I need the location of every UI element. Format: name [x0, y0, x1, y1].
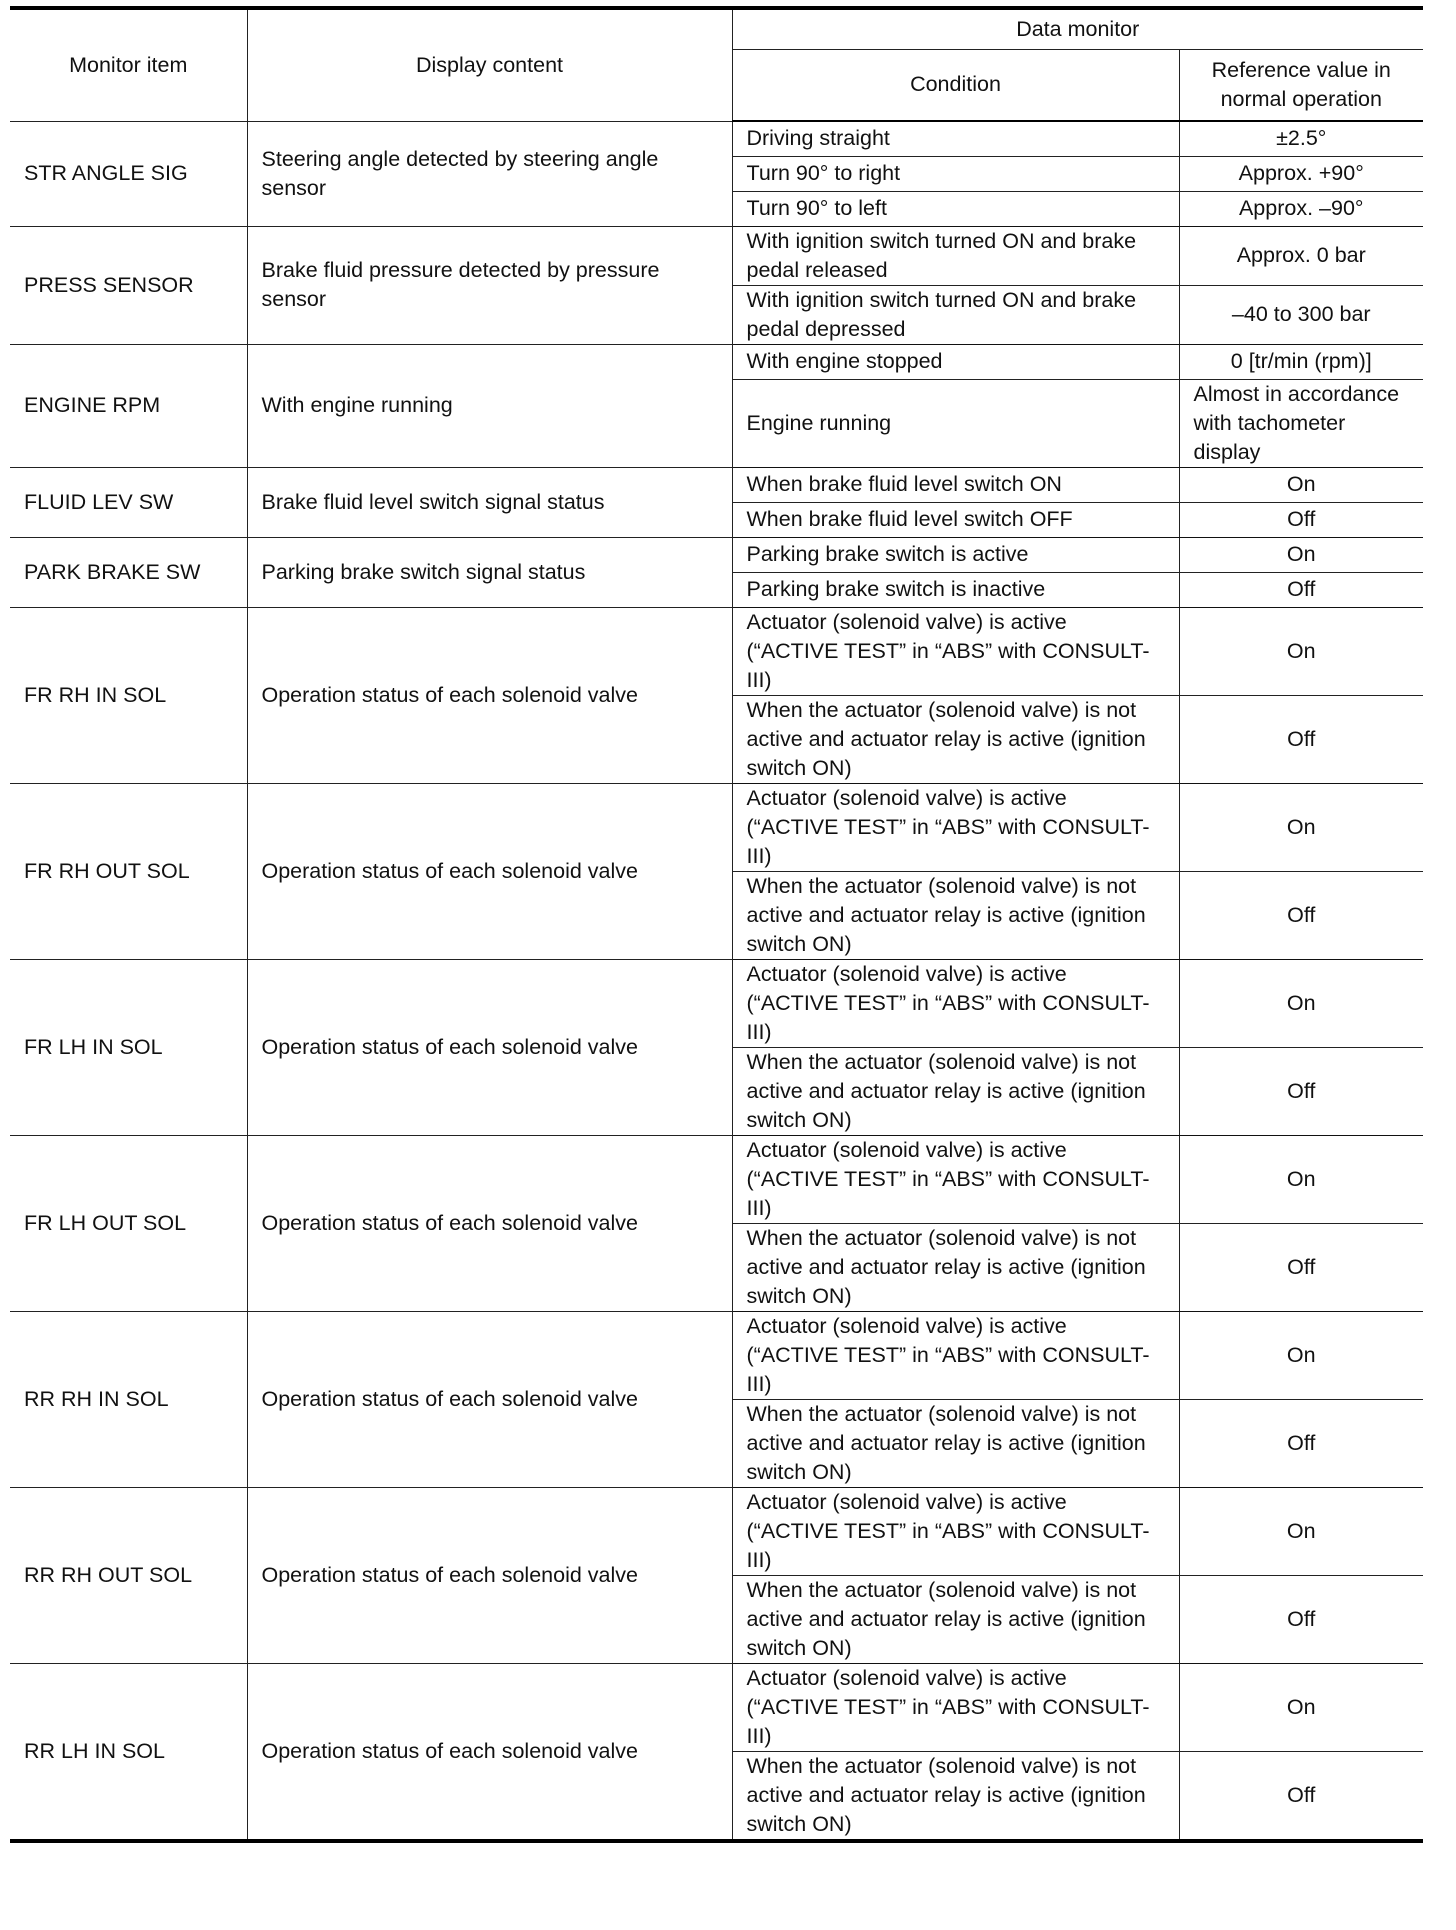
condition-cell: Driving straight [732, 121, 1179, 156]
reference-value-cell: Off [1179, 1223, 1423, 1311]
table-row [10, 1135, 1423, 1223]
table-row [10, 121, 1423, 156]
table-row [10, 783, 1423, 871]
table-row [10, 1311, 1423, 1399]
header-display-content: Display content [247, 8, 732, 121]
display-content-cell: Operation status of each solenoid valve [247, 1135, 732, 1311]
display-content-cell: Brake fluid pressure detected by pressure sensor [247, 226, 732, 344]
display-content-cell: With engine running [247, 344, 732, 467]
monitor-item-cell: FR RH IN SOL [10, 607, 247, 783]
display-content-cell: Steering angle detected by steering angle sensor [247, 121, 732, 226]
reference-value-cell: Almost in accordance with tachometer display [1179, 379, 1423, 467]
monitor-item-cell: PARK BRAKE SW [10, 537, 247, 607]
condition-cell: Actuator (solenoid valve) is active (“ACTIVE TEST” in “ABS” with CONSULT-III) [732, 607, 1179, 695]
display-content-cell: Parking brake switch signal status [247, 537, 732, 607]
condition-cell: Actuator (solenoid valve) is active (“ACTIVE TEST” in “ABS” with CONSULT-III) [732, 1135, 1179, 1223]
display-content-cell: Operation status of each solenoid valve [247, 783, 732, 959]
table-row [10, 537, 1423, 572]
table-row [10, 1487, 1423, 1575]
reference-value-cell: Approx. 0 bar [1179, 226, 1423, 285]
condition-cell: When the actuator (solenoid valve) is not active and actuator relay is active (ignition switch ON) [732, 1047, 1179, 1135]
monitor-table-container [10, 6, 1423, 1843]
table-header [10, 8, 1423, 121]
reference-value-cell: On [1179, 1663, 1423, 1751]
reference-value-cell: Off [1179, 1047, 1423, 1135]
condition-cell: When brake fluid level switch OFF [732, 502, 1179, 537]
table-row [10, 607, 1423, 695]
monitor-item-cell: RR RH IN SOL [10, 1311, 247, 1487]
condition-cell: Parking brake switch is inactive [732, 572, 1179, 607]
reference-value-cell: Off [1179, 502, 1423, 537]
reference-value-cell: 0 [tr/min (rpm)] [1179, 344, 1423, 379]
reference-value-cell: On [1179, 1135, 1423, 1223]
condition-cell: Turn 90° to right [732, 156, 1179, 191]
reference-value-cell: Off [1179, 695, 1423, 783]
data-monitor-table [10, 6, 1423, 1843]
condition-cell: Actuator (solenoid valve) is active (“ACTIVE TEST” in “ABS” with CONSULT-III) [732, 1311, 1179, 1399]
reference-value-cell: –40 to 300 bar [1179, 285, 1423, 344]
monitor-item-cell: ENGINE RPM [10, 344, 247, 467]
condition-cell: With engine stopped [732, 344, 1179, 379]
condition-cell: When the actuator (solenoid valve) is not active and actuator relay is active (ignition switch ON) [732, 1399, 1179, 1487]
condition-cell: When the actuator (solenoid valve) is not active and actuator relay is active (ignition switch ON) [732, 1575, 1179, 1663]
condition-cell: When brake fluid level switch ON [732, 467, 1179, 502]
condition-cell: With ignition switch turned ON and brake pedal released [732, 226, 1179, 285]
reference-value-cell: Off [1179, 871, 1423, 959]
header-monitor-item: Monitor item [10, 8, 247, 121]
reference-value-cell: On [1179, 607, 1423, 695]
reference-value-cell: On [1179, 1311, 1423, 1399]
condition-cell: Actuator (solenoid valve) is active (“ACTIVE TEST” in “ABS” with CONSULT-III) [732, 1487, 1179, 1575]
display-content-cell: Operation status of each solenoid valve [247, 607, 732, 783]
condition-cell: Parking brake switch is active [732, 537, 1179, 572]
monitor-item-cell: FR RH OUT SOL [10, 783, 247, 959]
table-row [10, 344, 1423, 379]
reference-value-cell: Off [1179, 572, 1423, 607]
monitor-item-cell: FR LH OUT SOL [10, 1135, 247, 1311]
table-row [10, 1663, 1423, 1751]
header-reference-value: Reference value in normal operation [1179, 49, 1423, 121]
reference-value-cell: On [1179, 959, 1423, 1047]
reference-value-cell: On [1179, 783, 1423, 871]
reference-value-cell: Off [1179, 1751, 1423, 1841]
table-body [10, 121, 1423, 1841]
header-condition: Condition [732, 49, 1179, 121]
condition-cell: When the actuator (solenoid valve) is not active and actuator relay is active (ignition switch ON) [732, 695, 1179, 783]
monitor-item-cell: PRESS SENSOR [10, 226, 247, 344]
reference-value-cell: Approx. +90° [1179, 156, 1423, 191]
display-content-cell: Operation status of each solenoid valve [247, 1311, 732, 1487]
monitor-item-cell: FR LH IN SOL [10, 959, 247, 1135]
reference-value-cell: Approx. –90° [1179, 191, 1423, 226]
condition-cell: With ignition switch turned ON and brake pedal depressed [732, 285, 1179, 344]
display-content-cell: Brake fluid level switch signal status [247, 467, 732, 537]
condition-cell: Actuator (solenoid valve) is active (“ACTIVE TEST” in “ABS” with CONSULT-III) [732, 1663, 1179, 1751]
condition-cell: When the actuator (solenoid valve) is not active and actuator relay is active (ignition switch ON) [732, 1751, 1179, 1841]
monitor-item-cell: FLUID LEV SW [10, 467, 247, 537]
condition-cell: When the actuator (solenoid valve) is not active and actuator relay is active (ignition switch ON) [732, 871, 1179, 959]
monitor-item-cell: RR RH OUT SOL [10, 1487, 247, 1663]
reference-value-cell: On [1179, 537, 1423, 572]
condition-cell: Actuator (solenoid valve) is active (“ACTIVE TEST” in “ABS” with CONSULT-III) [732, 783, 1179, 871]
reference-value-cell: On [1179, 467, 1423, 502]
table-row [10, 959, 1423, 1047]
reference-value-cell: ±2.5° [1179, 121, 1423, 156]
condition-cell: Actuator (solenoid valve) is active (“ACTIVE TEST” in “ABS” with CONSULT-III) [732, 959, 1179, 1047]
reference-value-cell: Off [1179, 1399, 1423, 1487]
table-row [10, 467, 1423, 502]
condition-cell: Turn 90° to left [732, 191, 1179, 226]
monitor-item-cell: RR LH IN SOL [10, 1663, 247, 1841]
monitor-item-cell: STR ANGLE SIG [10, 121, 247, 226]
table-row [10, 226, 1423, 285]
display-content-cell: Operation status of each solenoid valve [247, 1487, 732, 1663]
header-data-monitor: Data monitor [732, 8, 1423, 49]
reference-value-cell: Off [1179, 1575, 1423, 1663]
reference-value-cell: On [1179, 1487, 1423, 1575]
condition-cell: When the actuator (solenoid valve) is not active and actuator relay is active (ignition switch ON) [732, 1223, 1179, 1311]
condition-cell: Engine running [732, 379, 1179, 467]
display-content-cell: Operation status of each solenoid valve [247, 1663, 732, 1841]
display-content-cell: Operation status of each solenoid valve [247, 959, 732, 1135]
